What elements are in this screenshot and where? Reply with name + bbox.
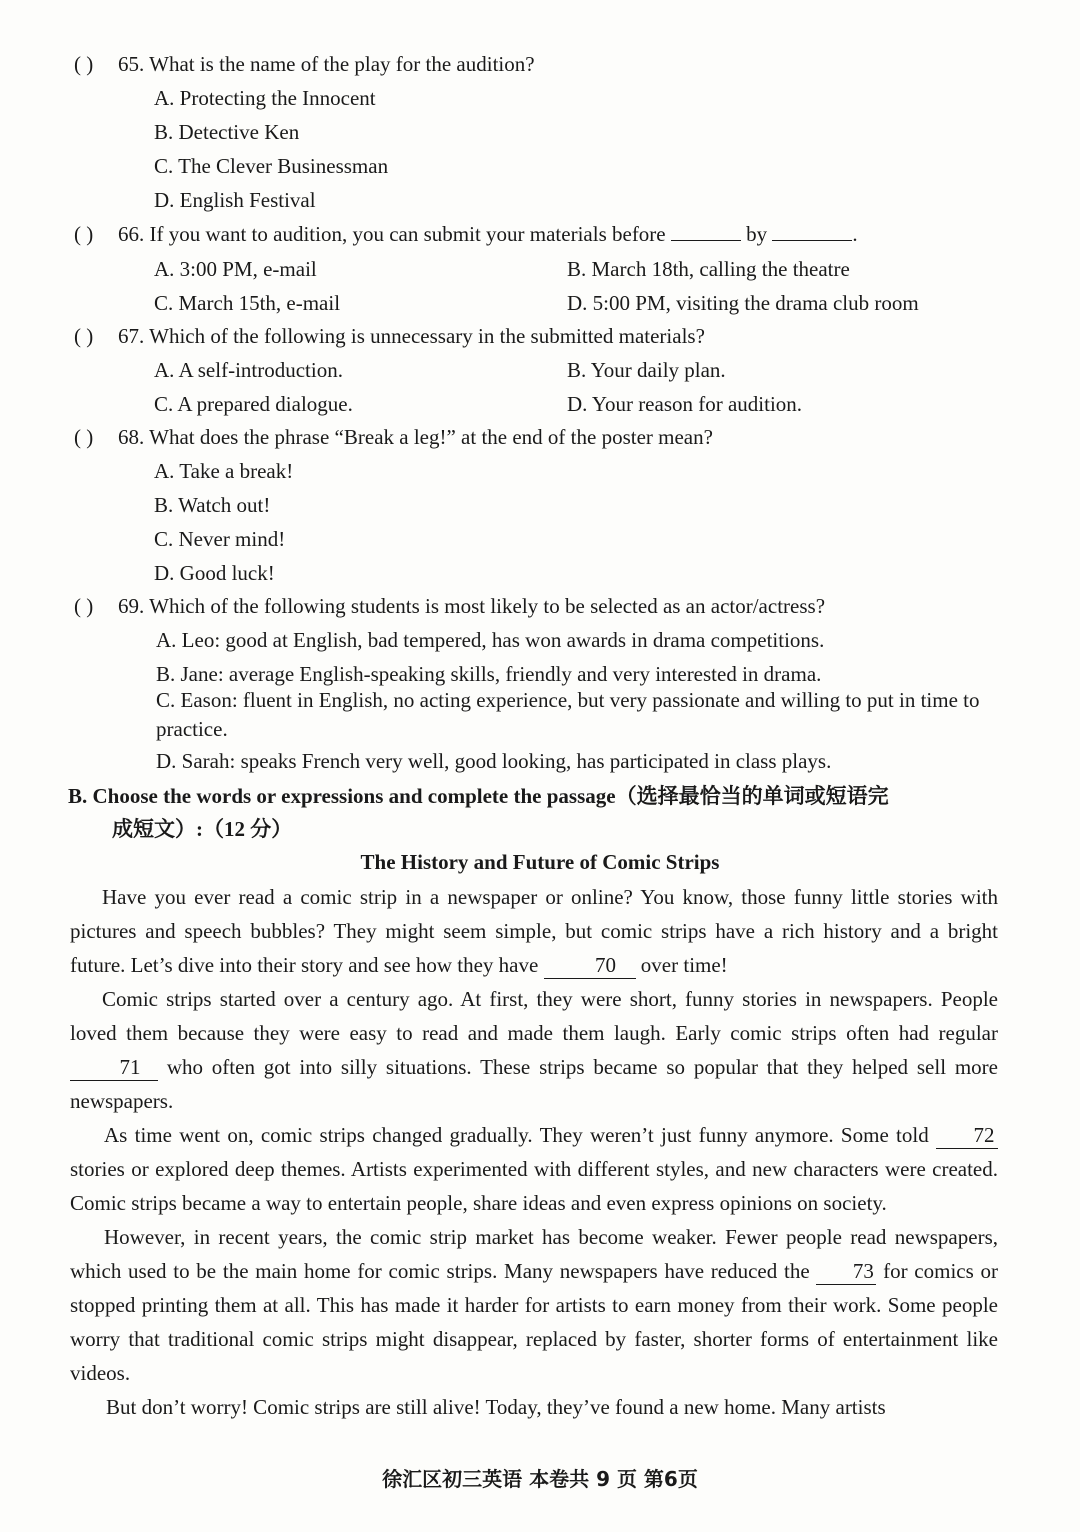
option-69-b: B. Jane: average English-speaking skills, friendly and very interested in drama. [156, 662, 822, 686]
question-stem: 67. Which of the following is unnecessary in the submitted materials? [118, 324, 705, 348]
blank-line [772, 240, 852, 241]
blank-70[interactable]: 70 [544, 952, 636, 979]
answer-bracket[interactable]: ( ) [74, 594, 94, 618]
section-heading-cont: 成短文）:（12 分） [112, 817, 293, 841]
option-65-a: A. Protecting the Innocent [154, 86, 376, 110]
answer-bracket[interactable]: ( ) [74, 324, 94, 348]
option-68-d: D. Good luck! [154, 561, 275, 585]
option-69-d: D. Sarah: speaks French very well, good looking, has participated in class plays. [156, 749, 832, 773]
option-67-b: B. Your daily plan. [567, 358, 726, 382]
option-67-a: A. A self-introduction. [154, 358, 343, 382]
answer-bracket[interactable]: ( ) [74, 425, 94, 449]
blank-73[interactable]: 73 [816, 1258, 876, 1285]
blank-72[interactable]: 72 [936, 1122, 998, 1149]
passage-title: The History and Future of Comic Strips [360, 850, 720, 874]
question-stem-mid: by [740, 222, 773, 246]
question-stem: 65. What is the name of the play for the audition? [118, 52, 535, 76]
option-68-a: A. Take a break! [154, 459, 294, 483]
option-67-c: C. A prepared dialogue. [154, 392, 353, 416]
option-68-c: C. Never mind! [154, 527, 286, 551]
question-66 [74, 217, 858, 251]
question-stem: 66. If you want to audition, you can submit your materials before [118, 222, 671, 246]
paragraph-5: But don’t worry! Comic strips are still alive! Today, they’ve found a new home. Many artists [106, 1395, 886, 1419]
answer-bracket[interactable]: ( ) [74, 222, 94, 246]
question-69 [74, 589, 825, 623]
answer-bracket[interactable]: ( ) [74, 52, 94, 76]
section-heading: B. Choose the words or expressions and complete the passage（选择最恰当的单词或短语完 [68, 784, 889, 808]
paragraph-3: As time went on, comic strips changed gradually. They weren’t just funny anymore. Some told 72 stories or explored deep themes. Artists experimented with different styles, and new characters were created. Comic strips became a way to entertain people, share ideas and even express opinions on society. [70, 1123, 998, 1215]
blank-71[interactable]: 71 [70, 1054, 158, 1081]
option-66-a: A. 3:00 PM, e-mail [154, 257, 317, 281]
option-69-c: C. Eason: fluent in English, no acting experience, but very passionate and willing to put in time to practice. [156, 688, 980, 741]
paragraph-1: Have you ever read a comic strip in a newspaper or online? You know, those funny little stories with pictures and speech bubbles? They might seem simple, but comic strips have a rich history and a bright future. Let’s dive into their story and see how they have 70 over time! [70, 885, 998, 977]
option-65-c: C. The Clever Businessman [154, 154, 389, 178]
option-66-d: D. 5:00 PM, visiting the drama club room [567, 291, 919, 315]
option-67-d: D. Your reason for audition. [567, 392, 803, 416]
question-68 [74, 420, 713, 454]
question-67 [74, 319, 705, 353]
option-68-b: B. Watch out! [154, 493, 271, 517]
question-65 [74, 47, 535, 81]
option-66-c: C. March 15th, e-mail [154, 291, 341, 315]
blank-line [671, 240, 741, 241]
paragraph-4: However, in recent years, the comic strip market has become weaker. Fewer people read newspapers, which used to be the main home for comic strips. Many newspapers have reduced the 73 for comics or stopped printing them at all. This has made it harder for artists to earn money from their work. Some people worry that traditional comic strips might disappear, replaced by faster, shorter forms of entertainment like videos. [70, 1225, 998, 1385]
option-69-a: A. Leo: good at English, bad tempered, has won awards in drama competitions. [156, 628, 825, 652]
question-stem: 68. What does the phrase “Break a leg!” at the end of the poster mean? [118, 425, 713, 449]
passage-body [70, 880, 998, 1424]
question-stem: 69. Which of the following students is most likely to be selected as an actor/actress? [118, 594, 826, 618]
option-66-b: B. March 18th, calling the theatre [567, 257, 850, 281]
page-footer: 徐汇区初三英语 本卷共 9 页 第6页 [382, 1467, 698, 1491]
option-65-b: B. Detective Ken [154, 120, 300, 144]
option-65-d: D. English Festival [154, 188, 316, 212]
paragraph-2: Comic strips started over a century ago. At first, they were short, funny stories in newspapers. People loved them because they were easy to read and made them laugh. Early comic strips often had regular 71 who often got into silly situations. These strips became so popular that they helped sell more newspapers. [70, 987, 998, 1113]
question-stem-end: . [852, 222, 858, 246]
